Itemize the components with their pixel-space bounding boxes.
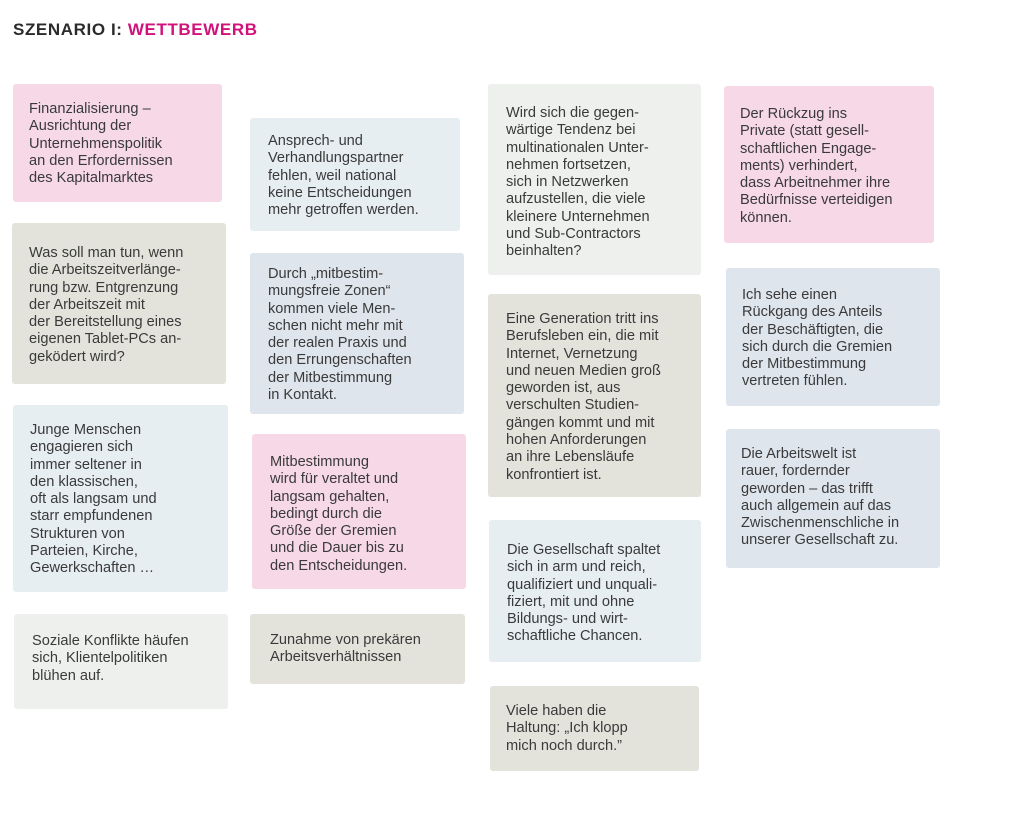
note-card: Die Arbeitswelt ist rauer, fordernder geworden – das trifft auch allgemein auf das Zwischenmenschliche in unserer Gesellschaft zu. xyxy=(726,429,940,568)
note-card: Ich sehe einen Rückgang des Anteils der Beschäftigten, die sich durch die Gremien der Mitbestimmung vertreten fühlen. xyxy=(726,268,940,406)
note-card: Was soll man tun, wenn die Arbeitszeitverlänge- rung bzw. Entgrenzung der Arbeitszeit mit der Bereitstellung eines eigenen Tablet-PCs an- geködert wird? xyxy=(12,223,226,384)
scenario-label: SZENARIO I: xyxy=(13,20,123,39)
note-card: Junge Menschen engagieren sich immer seltener in den klassischen, oft als langsam und starr empfundenen Strukturen von Parteien, Kirche, Gewerkschaften … xyxy=(13,405,228,592)
note-card: Der Rückzug ins Private (statt gesell- schaftlichen Engage- ments) verhindert, dass Arbeitnehmer ihre Bedürfnisse verteidigen können. xyxy=(724,86,934,243)
note-card: Soziale Konflikte häufen sich, Klientelpolitiken blühen auf. xyxy=(14,614,228,709)
page-title xyxy=(13,20,258,40)
note-card: Viele haben die Haltung: „Ich klopp mich noch durch.” xyxy=(490,686,699,771)
note-card: Zunahme von prekären Arbeitsverhältnissen xyxy=(250,614,465,684)
note-card: Wird sich die gegen- wärtige Tendenz bei multinationalen Unter- nehmen fortsetzen, sich in Netzwerken aufzustellen, die viele kleinere Unternehmen und Sub-Contractors beinhalten? xyxy=(488,84,701,275)
note-card: Ansprech- und Verhandlungspartner fehlen, weil national keine Entscheidungen mehr getroffen werden. xyxy=(250,118,460,231)
note-card: Finanzialisierung – Ausrichtung der Unternehmenspolitik an den Erfordernissen des Kapitalmarktes xyxy=(13,84,222,202)
note-card: Die Gesellschaft spaltet sich in arm und reich, qualifiziert und unquali- fiziert, mit und ohne Bildungs- und wirt- schaftliche Chancen. xyxy=(489,520,701,662)
note-card: Durch „mitbestim- mungsfreie Zonen“ kommen viele Men- schen nicht mehr mit der realen Praxis und den Errungenschaften der Mitbestimmung in Kontakt. xyxy=(250,253,464,414)
note-card: Mitbestimmung wird für veraltet und langsam gehalten, bedingt durch die Größe der Gremien und die Dauer bis zu den Entscheidungen. xyxy=(252,434,466,589)
scenario-name: WETTBEWERB xyxy=(127,20,258,39)
note-card: Eine Generation tritt ins Berufsleben ein, die mit Internet, Vernetzung und neuen Medien groß geworden ist, aus verschulten Studien- gängen kommt und mit hohen Anforderungen an ihre Lebensläufe konfrontiert ist. xyxy=(488,294,701,497)
